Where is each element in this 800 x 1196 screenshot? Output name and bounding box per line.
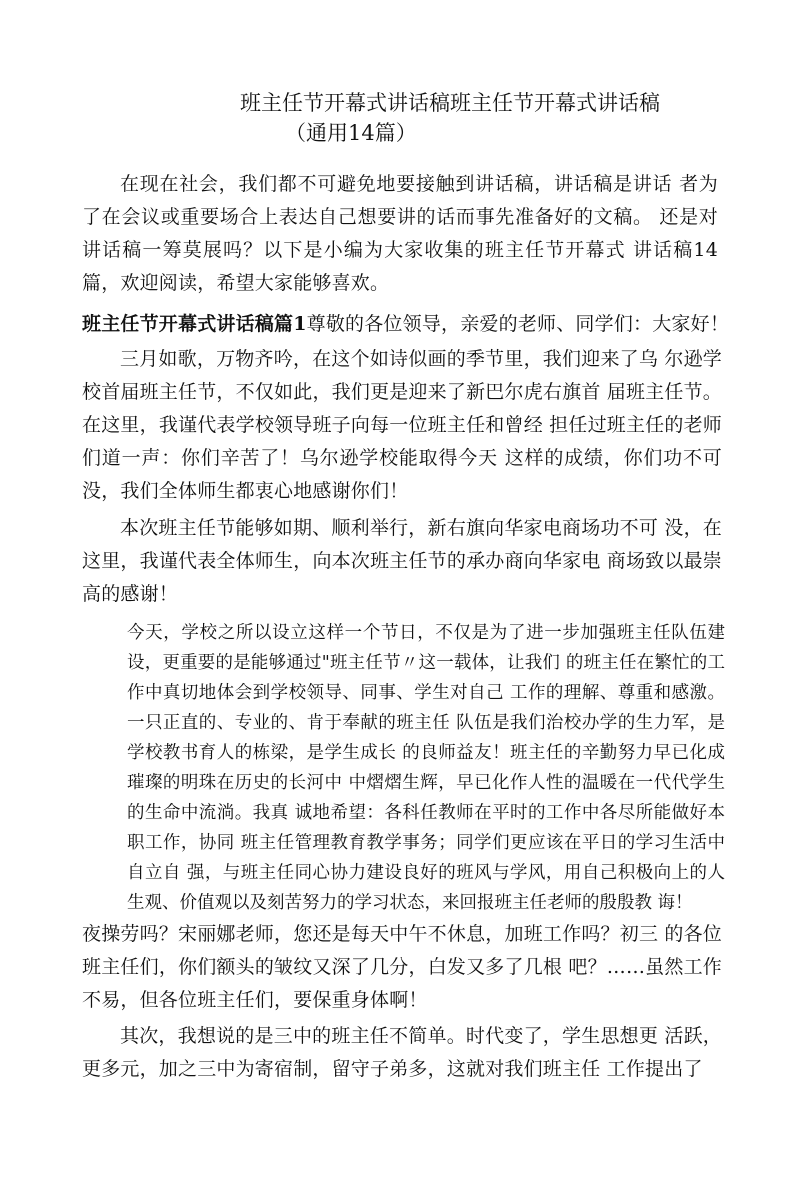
body-paragraph-1: 三月如歌，万物齐吟，在这个如诗似画的季节里，我们迎来了乌 尔逊学校首届班主任节，不仅如此，我们更是迎来了新巴尔虎右旗首 届班主任节。在这里，我谨代表学校领导班子向每一位班主任和曾经 担任过班主任的老师们道一声：你们辛苦了！乌尔逊学校能取得今天 这样的成绩，你们功不可没，我们全体师生都衷心地感谢你们！ xyxy=(82,348,722,502)
body-paragraph-4: 其次，我想说的是三中的班主任不简单。时代变了，学生思想更 活跃，更多元，加之三中为寄宿制，留守子弟多，这就对我们班主任 工作提出了 xyxy=(82,1025,722,1080)
body-paragraph-3: 夜操劳吗？宋丽娜老师，您还是每天中午不休息，加班工作吗？初三 的各位班主任们，你们额头的皱纹又深了几分，白发又多了几根 吧？……虽然工作不易，但各位班主任们，要保重身体啊！ xyxy=(82,923,722,1011)
body-paragraph-2: 本次班主任节能够如期、顺利举行，新右旗向华家电商场功不可 没，在这里，我谨代表全体师生，向本次班主任节的承办商向华家电 商场致以最崇高的感谢！ xyxy=(82,517,722,605)
section-heading: 班主任节开幕式讲话稿篇1 xyxy=(82,313,307,335)
intro-paragraph: 在现在社会，我们都不可避免地要接触到讲话稿，讲话稿是讲话 者为了在会议或重要场合上表达自己想要讲的话而事先准备好的文稿。 还是对讲话稿一筹莫展吗？以下是小编为大家收集的班主任节开幕式 讲话稿14篇，欢迎阅读，希望大家能够喜欢。 xyxy=(82,173,718,294)
section-greeting: 尊敬的各位领导，亲爱的老师、同学们：大家好！ xyxy=(306,313,730,335)
quoted-paragraph: 今天，学校之所以设立这样一个节日，不仅是为了进一步加强班主任队伍建设，更重要的是能够通过"班主任节〃这一载体，让我们 的班主任在繁忙的工作中真切地体会到学校领导、同事、学生对自己 工作的理解、尊重和感激。一只正直的、专业的、肯于奉献的班主任 队伍是我们治校办学的生力军，是学校教书育人的栋梁，是学生成长 的良师益友！班主任的辛勤努力早已化成璀璨的明珠在历史的长河中 中熠熠生辉，早已化作人性的温暖在一代代学生的生命中流淌。我真 诚地希望：各科任教师在平时的工作中各尽所能做好本职工作，协同 班主任管理教育教学事务；同学们更应该在平日的学习生活中自立自 强，与班主任同心协力建设良好的班风与学风，用自己积极向上的人 生观、价值观以及刻苦努力的学习状态，来回报班主任老师的殷殷教 诲！ xyxy=(127,623,725,913)
document-title-line1: 班主任节开幕式讲话稿班主任节开幕式讲话稿 xyxy=(240,91,660,115)
section-heading-line xyxy=(82,308,742,341)
document-title-line2: （通用14篇） xyxy=(285,121,417,145)
